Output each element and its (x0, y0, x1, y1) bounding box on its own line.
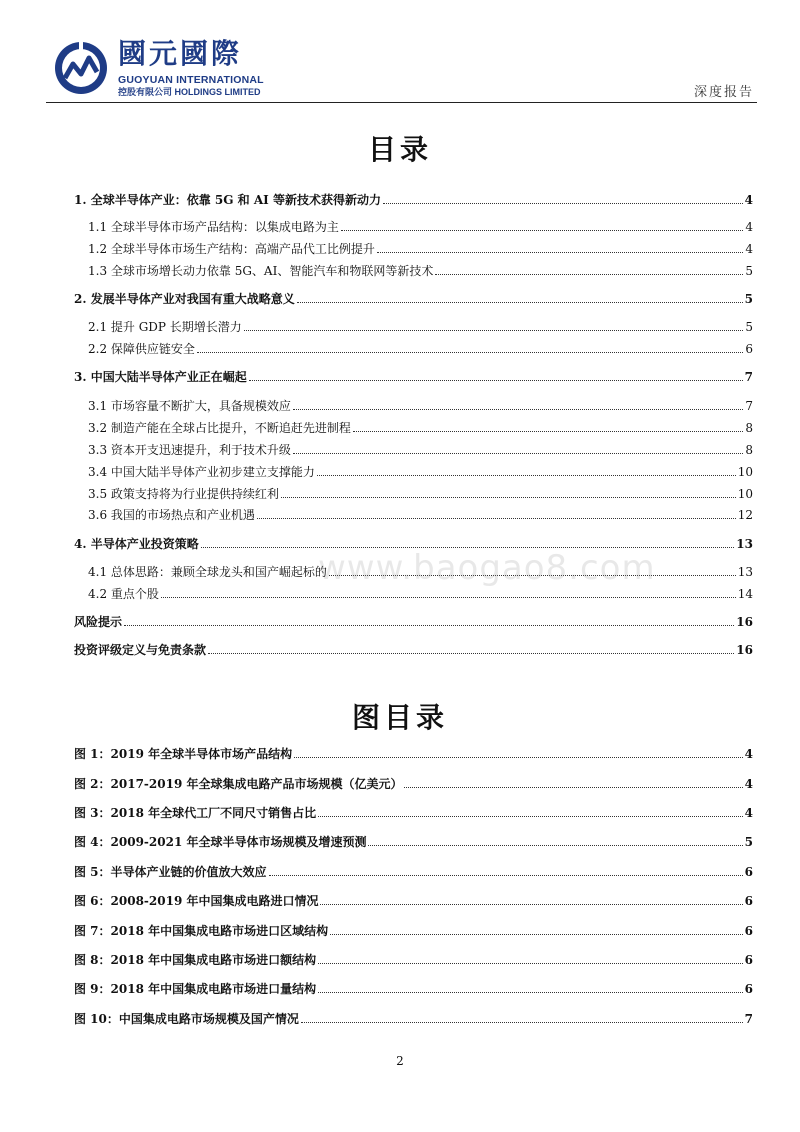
figure-entry-label: 图 5：半导体产业链的价值放大效应 (74, 865, 267, 879)
guoyuan-logo-icon (53, 40, 109, 96)
toc-subsection-entry-page: 6 (745, 342, 753, 356)
logo-chinese-name: 國元國際 (118, 37, 243, 70)
toc-subsection-entry-page: 14 (737, 587, 753, 601)
dot-leader (353, 430, 743, 432)
toc-subsection-entry[interactable] (88, 396, 753, 414)
toc-subsection-entry-label: 3.1 市场容量不断扩大，具备规模效应 (88, 399, 291, 413)
figure-entry-page: 6 (744, 894, 753, 908)
dot-leader (293, 452, 743, 454)
toc-subsection-entry-page: 7 (745, 399, 753, 413)
toc-subsection-entry-page: 12 (737, 508, 753, 522)
dot-leader (257, 517, 736, 519)
toc-section-entry-page: 4 (744, 193, 753, 207)
toc-section-entry[interactable] (74, 190, 753, 208)
page-header (0, 0, 800, 110)
figure-entry-page: 7 (744, 1012, 753, 1026)
toc-subsection-entry-page: 5 (745, 320, 753, 334)
toc-subsection-entry[interactable] (88, 440, 753, 458)
figure-entry-page: 6 (744, 865, 753, 879)
toc-subsection-entry[interactable] (88, 339, 753, 357)
dot-leader (124, 624, 734, 626)
dot-leader (161, 596, 736, 598)
toc-subsection-entry-page: 8 (745, 421, 753, 435)
dot-leader (320, 903, 742, 905)
watermark: www.baogao8.com (318, 548, 656, 588)
figure-entry-page: 6 (744, 982, 753, 996)
header-divider (46, 102, 757, 103)
toc-subsection-entry-page: 4 (745, 242, 753, 256)
toc-section-entry[interactable] (74, 612, 753, 630)
dot-leader (377, 251, 743, 253)
dot-leader (281, 496, 736, 498)
dot-leader (244, 329, 744, 331)
toc-subsection-entry[interactable] (88, 418, 753, 436)
toc-section-entry[interactable] (74, 640, 753, 658)
toc-subsection-entry-label: 4.1 总体思路：兼顾全球龙头和国产崛起标的 (88, 565, 327, 579)
dot-leader (249, 379, 743, 381)
dot-leader (318, 991, 743, 993)
dot-leader (318, 815, 743, 817)
figure-entry-label: 图 1：2019 年全球半导体市场产品结构 (74, 747, 293, 761)
figure-entry-label: 图 4：2009-2021 年全球半导体市场规模及增速预测 (74, 835, 367, 849)
toc-section-entry-label: 4. 半导体产业投资策略 (74, 537, 199, 551)
toc-section-entry-label: 投资评级定义与免责条款 (74, 643, 207, 657)
toc-section-entry-page: 16 (736, 643, 753, 657)
figure-entry-label: 图 10：中国集成电路市场规模及国产情况 (74, 1012, 299, 1026)
figure-entry[interactable] (74, 774, 753, 792)
toc-section-entry-page: 16 (736, 615, 753, 629)
toc-subsection-entry-page: 10 (737, 465, 753, 479)
dot-leader (297, 301, 743, 303)
figure-entry-page: 4 (744, 747, 753, 761)
toc-subsection-entry-page: 4 (745, 220, 753, 234)
dot-leader (330, 933, 743, 935)
toc-subsection-entry-page: 8 (745, 443, 753, 457)
toc-subsection-entry-label: 4.2 重点个股 (88, 587, 159, 601)
toc-subsection-entry[interactable] (88, 505, 753, 523)
figure-entry-label: 图 2：2017-2019 年全球集成电路产品市场规模（亿美元） (74, 777, 403, 791)
toc-subsection-entry-label: 1.2 全球半导体市场生产结构：高端产品代工比例提升 (88, 242, 375, 256)
figures-title: 图目录 (351, 701, 448, 734)
dot-leader (317, 474, 736, 476)
dot-leader (269, 874, 743, 876)
toc-subsection-entry-label: 3.3 资本开支迅速提升，利于技术升级 (88, 443, 291, 457)
toc-title: 目录 (367, 133, 432, 166)
toc-subsection-entry-label: 2.2 保障供应链安全 (88, 342, 195, 356)
figure-entry[interactable] (74, 921, 753, 939)
toc-section-entry-page: 13 (736, 537, 753, 551)
toc-section-entry-label: 风险提示 (74, 615, 123, 629)
toc-section-entry-page: 5 (744, 292, 753, 306)
dot-leader (197, 351, 743, 353)
toc-subsection-entry-label: 3.4 中国大陆半导体产业初步建立支撑能力 (88, 465, 315, 479)
toc-subsection-entry[interactable] (88, 217, 753, 235)
toc-subsection-entry-page: 5 (745, 264, 753, 278)
dot-leader (435, 273, 743, 275)
toc-subsection-entry-label: 1.3 全球市场增长动力依靠 5G、AI、智能汽车和物联网等新技术 (88, 264, 434, 278)
figure-entry-label: 图 3：2018 年全球代工厂不同尺寸销售占比 (74, 806, 317, 820)
figure-entry[interactable] (74, 862, 753, 880)
figure-entry[interactable] (74, 950, 753, 968)
page-number: 2 (396, 1054, 404, 1068)
toc-section-entry-label: 3. 中国大陆半导体产业正在崛起 (74, 370, 247, 384)
figure-entry[interactable] (74, 832, 753, 850)
toc-subsection-entry[interactable] (88, 239, 753, 257)
figure-entry-page: 5 (744, 835, 753, 849)
toc-subsection-entry[interactable] (88, 462, 753, 480)
figure-entry-label: 图 9：2018 年中国集成电路市场进口量结构 (74, 982, 317, 996)
figure-entry[interactable] (74, 979, 753, 997)
dot-leader (208, 652, 734, 654)
logo-subtitle: 控股有限公司 HOLDINGS LIMITED (118, 87, 261, 97)
toc-section-entry-label: 1. 全球半导体产业：依靠 5G 和 AI 等新技术获得新动力 (74, 193, 381, 207)
figure-entry-label: 图 7：2018 年中国集成电路市场进口区域结构 (74, 924, 329, 938)
toc-subsection-entry-label: 3.5 政策支持将为行业提供持续红利 (88, 487, 279, 501)
dot-leader (293, 408, 743, 410)
figure-entry-label: 图 8：2018 年中国集成电路市场进口额结构 (74, 953, 317, 967)
toc-section-entry[interactable] (74, 367, 753, 385)
toc-subsection-entry-label: 3.2 制造产能在全球占比提升，不断追赶先进制程 (88, 421, 351, 435)
figure-entry-label: 图 6：2008-2019 年中国集成电路进口情况 (74, 894, 319, 908)
toc-section-entry-label: 2. 发展半导体产业对我国有重大战略意义 (74, 292, 295, 306)
logo-english-name: GUOYUAN INTERNATIONAL (118, 74, 264, 86)
dot-leader (341, 229, 743, 231)
figure-entry-page: 6 (744, 953, 753, 967)
toc-subsection-entry[interactable] (88, 261, 753, 279)
dot-leader (368, 844, 742, 846)
figure-entry-page: 6 (744, 924, 753, 938)
dot-leader (383, 202, 743, 204)
toc-subsection-entry-label: 1.1 全球半导体市场产品结构：以集成电路为主 (88, 220, 339, 234)
figure-entry[interactable] (74, 803, 753, 821)
toc-subsection-entry[interactable] (88, 484, 753, 502)
toc-subsection-entry-page: 13 (737, 565, 753, 579)
dot-leader (404, 786, 742, 788)
figure-entry[interactable] (74, 1009, 753, 1027)
toc-section-entry[interactable] (74, 289, 753, 307)
dot-leader (318, 962, 743, 964)
figure-entry[interactable] (74, 744, 753, 762)
figure-entry-page: 4 (744, 777, 753, 791)
toc-section-entry-page: 7 (744, 370, 753, 384)
figure-entry-page: 4 (744, 806, 753, 820)
figure-entry[interactable] (74, 891, 753, 909)
toc-subsection-entry-page: 10 (737, 487, 753, 501)
toc-subsection-entry-label: 2.1 提升 GDP 长期增长潜力 (88, 320, 242, 334)
toc-subsection-entry-label: 3.6 我国的市场热点和产业机遇 (88, 508, 255, 522)
report-type-label: 深度报告 (693, 85, 754, 100)
toc-subsection-entry[interactable] (88, 317, 753, 335)
dot-leader (301, 1021, 743, 1023)
dot-leader (294, 756, 743, 758)
